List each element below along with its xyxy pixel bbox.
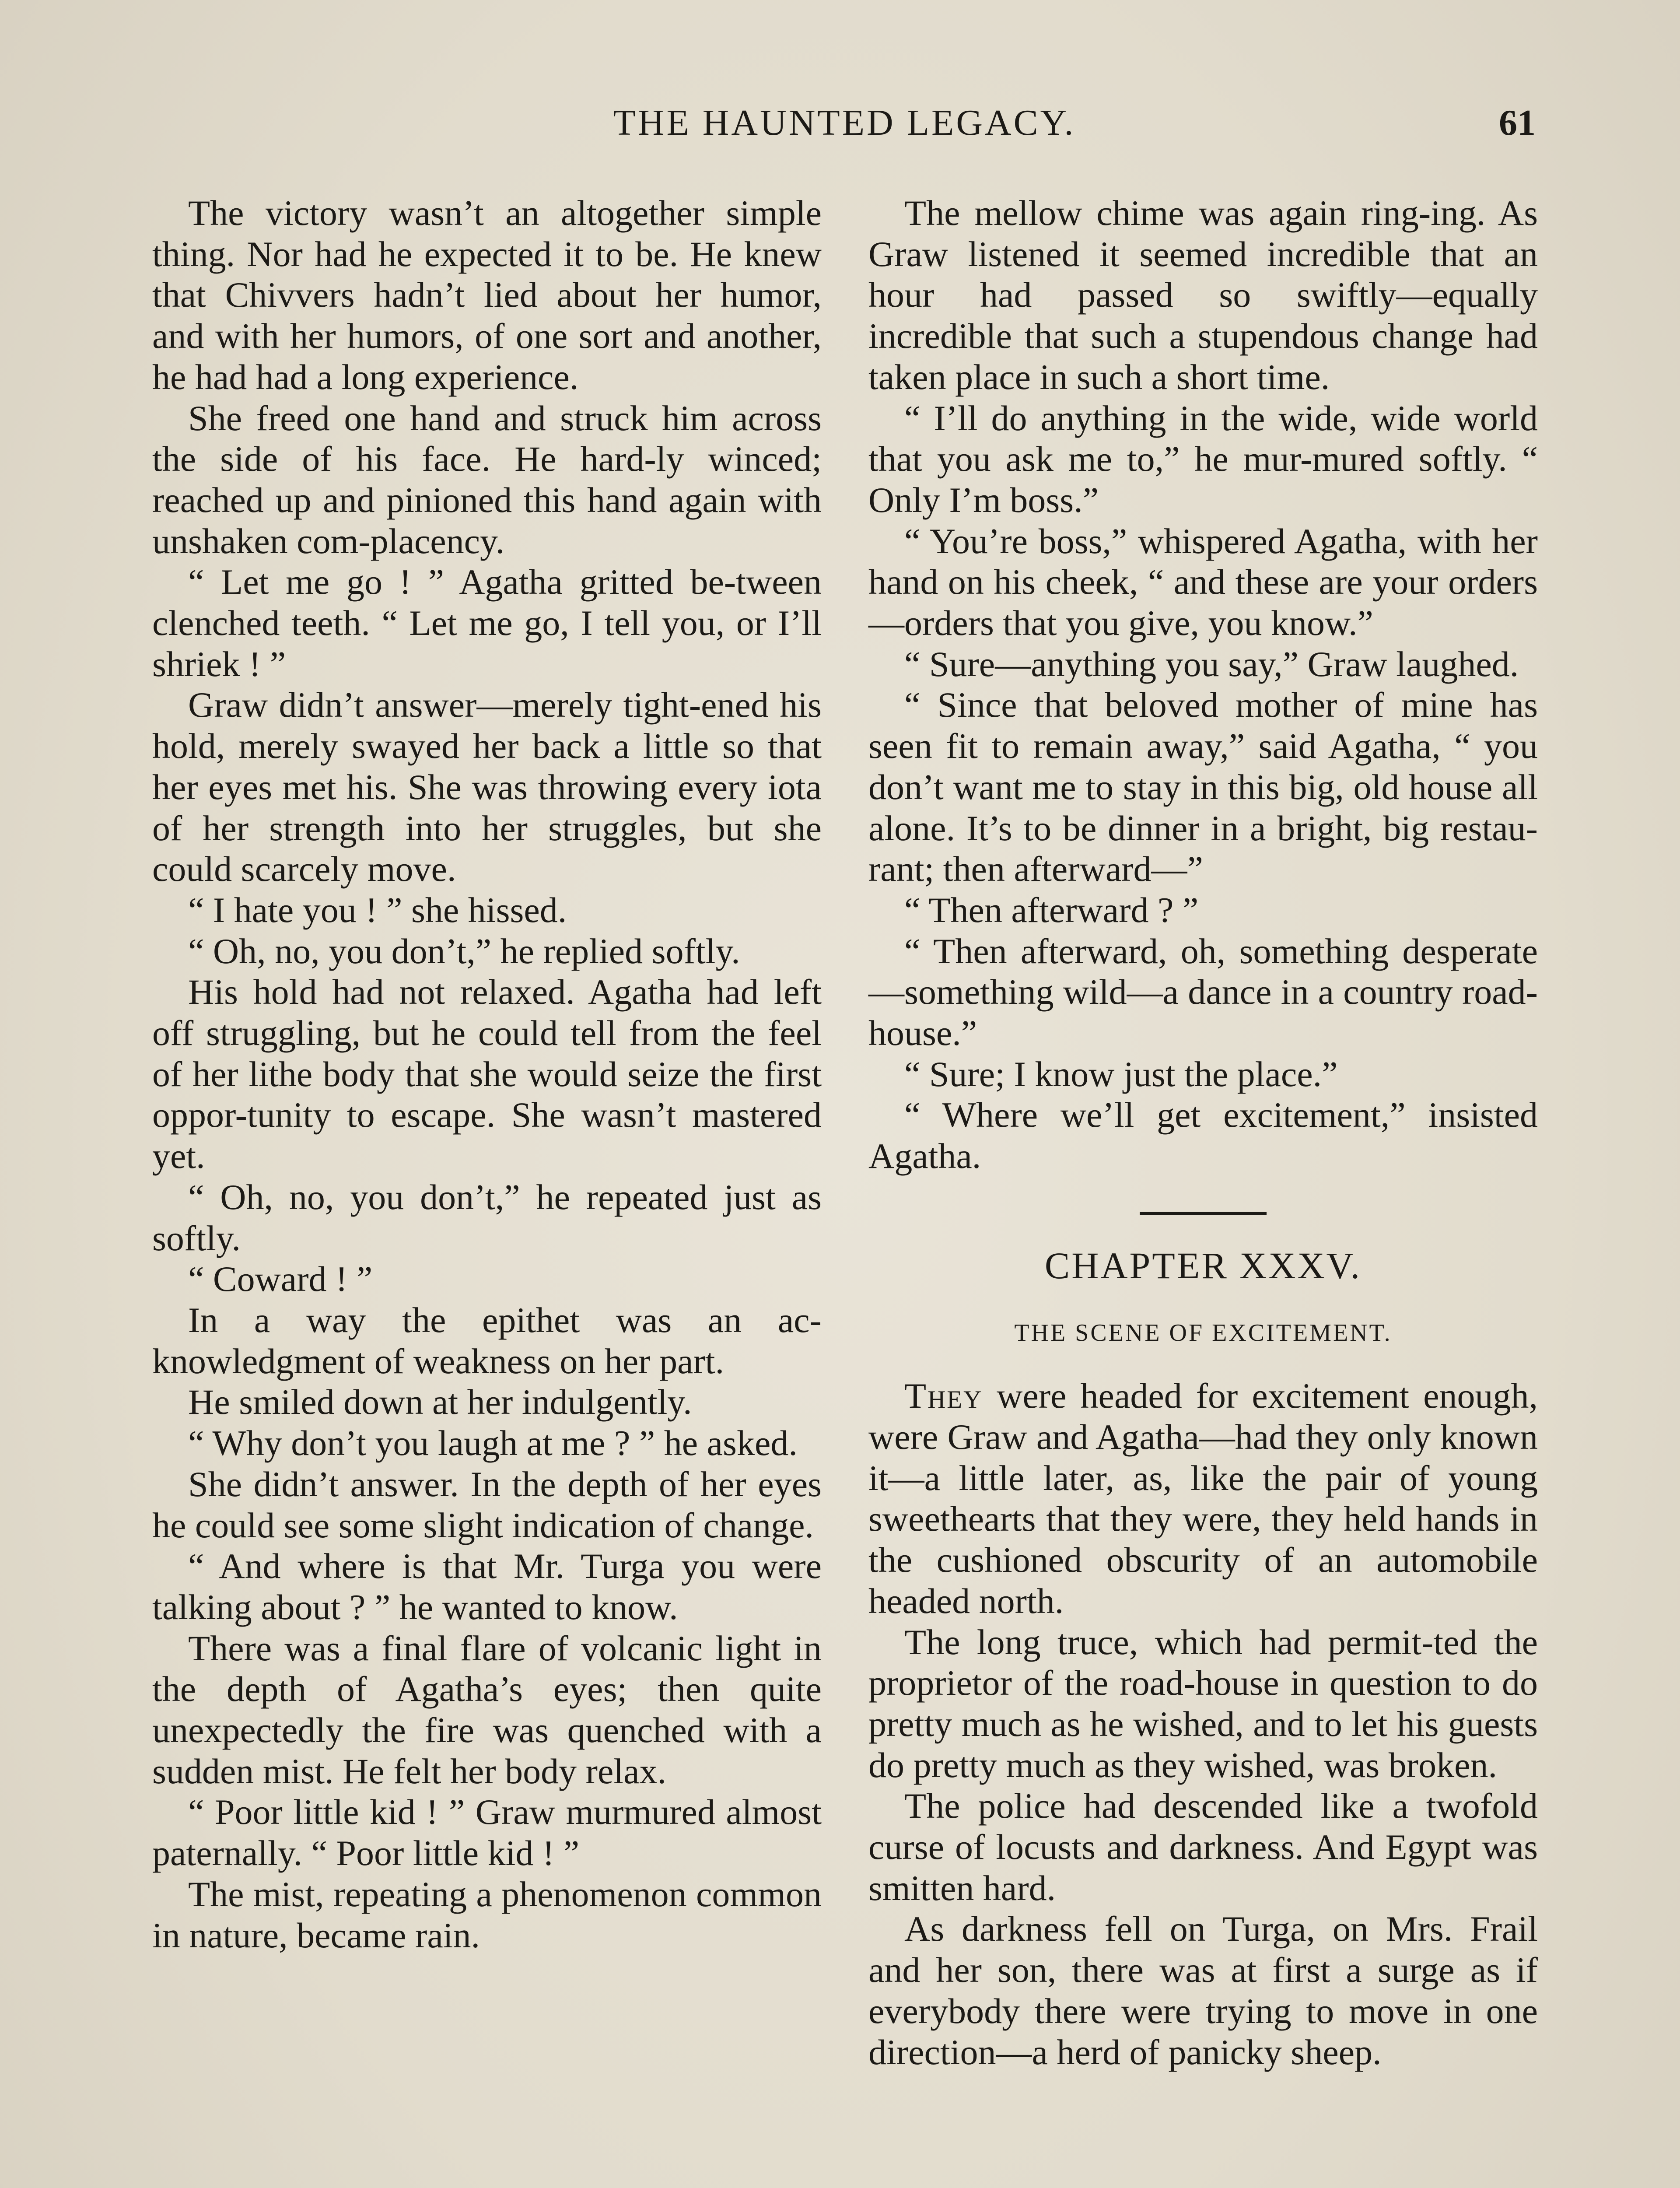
paragraph: “ Why don’t you laugh at me ? ” he asked.	[188, 1423, 798, 1463]
page-number: 61	[1499, 102, 1536, 143]
opening-word: They	[904, 1376, 983, 1416]
paragraph: “ Since that beloved mother of mine has seen fit to remain away,” said Agatha, “ you don’t want me to stay in this big, old house all alone. It’s to be dinner in a bright, big restau-rant; then afterward—”	[868, 685, 1538, 889]
chapter-title: CHAPTER XXXV.	[1044, 1244, 1362, 1287]
paragraph: In a way the epithet was an ac-knowledgment of weakness on her part.	[152, 1300, 822, 1381]
paragraph: “ Coward ! ”	[188, 1259, 373, 1299]
opening-text: were headed for excitement enough, were Graw and Agatha—had they only known it—a little later, as, like the pair of young sweethearts that they were, they held hands in the cushioned obscurity of an automobile headed north.	[868, 1376, 1538, 1621]
paragraph: The long truce, which had permit-ted the proprietor of the road-house in question to do pretty much as he wished, and to let his guests do pretty much as they wished, was broken.	[868, 1622, 1538, 1785]
paragraph: “ And where is that Mr. Turga you were talking about ? ” he wanted to know.	[152, 1546, 822, 1627]
paragraph: Graw didn’t answer—merely tight-ened his hold, merely swayed her back a little so that her eyes met his. She was throwing every iota of her strength into her struggles, but she could scarcely move.	[152, 685, 822, 889]
right-column	[868, 193, 1538, 2072]
paragraph: The mellow chime was again ring-ing. As Graw listened it seemed incredible that an hour had passed so swiftly—equally incredible that such a stupendous change had taken place in such a short time.	[868, 193, 1538, 397]
paragraph: “ Where we’ll get excitement,” insisted Agatha.	[868, 1095, 1538, 1176]
paragraph: “ Then afterward ? ”	[904, 890, 1199, 930]
left-column	[152, 193, 822, 1956]
chapter-subtitle: THE SCENE OF EXCITEMENT.	[1014, 1319, 1392, 1346]
paragraph: As darkness fell on Turga, on Mrs. Frail and her son, there was at first a surge as if everybody there were trying to move in one direction—a herd of panicky sheep.	[868, 1909, 1538, 2072]
paragraph: His hold had not relaxed. Agatha had left off struggling, but he could tell from the feel of her lithe body that she would seize the first oppor-tunity to escape. She wasn’t mastered yet.	[152, 972, 822, 1176]
page-header	[153, 102, 1536, 154]
paragraph: “ You’re boss,” whispered Agatha, with her hand on his cheek, “ and these are your orders—orders that you give, you know.”	[868, 521, 1538, 643]
paragraph: There was a final flare of volcanic light in the depth of Agatha’s eyes; then quite unexpectedly the fire was quenched with a sudden mist. He felt her body relax.	[152, 1628, 822, 1791]
chapter-opening-paragraph	[868, 1375, 1538, 1621]
paragraph: “ Then afterward, oh, something desperate—something wild—a dance in a country road-house.”	[868, 931, 1538, 1053]
paragraph: She freed one hand and struck him across the side of his face. He hard-ly winced; reached up and pinioned this hand again with unshaken com-placency.	[152, 398, 822, 561]
paragraph: She didn’t answer. In the depth of her eyes he could see some slight indication of change.	[152, 1464, 822, 1545]
paragraph: “ Oh, no, you don’t,” he replied softly.	[188, 931, 740, 971]
paragraph: “ I’ll do anything in the wide, wide world that you ask me to,” he mur-mured softly. “ Only I’m boss.”	[868, 398, 1538, 520]
running-title: THE HAUNTED LEGACY.	[613, 102, 1076, 143]
paragraph: The mist, repeating a phenomenon common in nature, became rain.	[152, 1874, 822, 1955]
paragraph: The police had descended like a twofold curse of locusts and darkness. And Egypt was smitten hard.	[868, 1786, 1538, 1908]
paragraph: “ Oh, no, you don’t,” he repeated just as softly.	[152, 1177, 822, 1258]
paragraph: “ Sure; I know just the place.”	[904, 1054, 1338, 1094]
paragraph: The victory wasn’t an altogether simple thing. Nor had he expected it to be. He knew that Chivvers hadn’t lied about her humor, and with her humors, of one sort and another, he had had a long experience.	[152, 193, 822, 397]
paragraph: He smiled down at her indulgently.	[188, 1382, 692, 1422]
section-divider	[1140, 1212, 1267, 1215]
paragraph: “ Poor little kid ! ” Graw murmured almost paternally. “ Poor little kid ! ”	[152, 1792, 822, 1873]
paragraph: “ Let me go ! ” Agatha gritted be-tween clenched teeth. “ Let me go, I tell you, or I’ll shriek ! ”	[152, 562, 822, 684]
paragraph: “ Sure—anything you say,” Graw laughed.	[904, 644, 1519, 684]
paragraph: “ I hate you ! ” she hissed.	[188, 890, 567, 930]
